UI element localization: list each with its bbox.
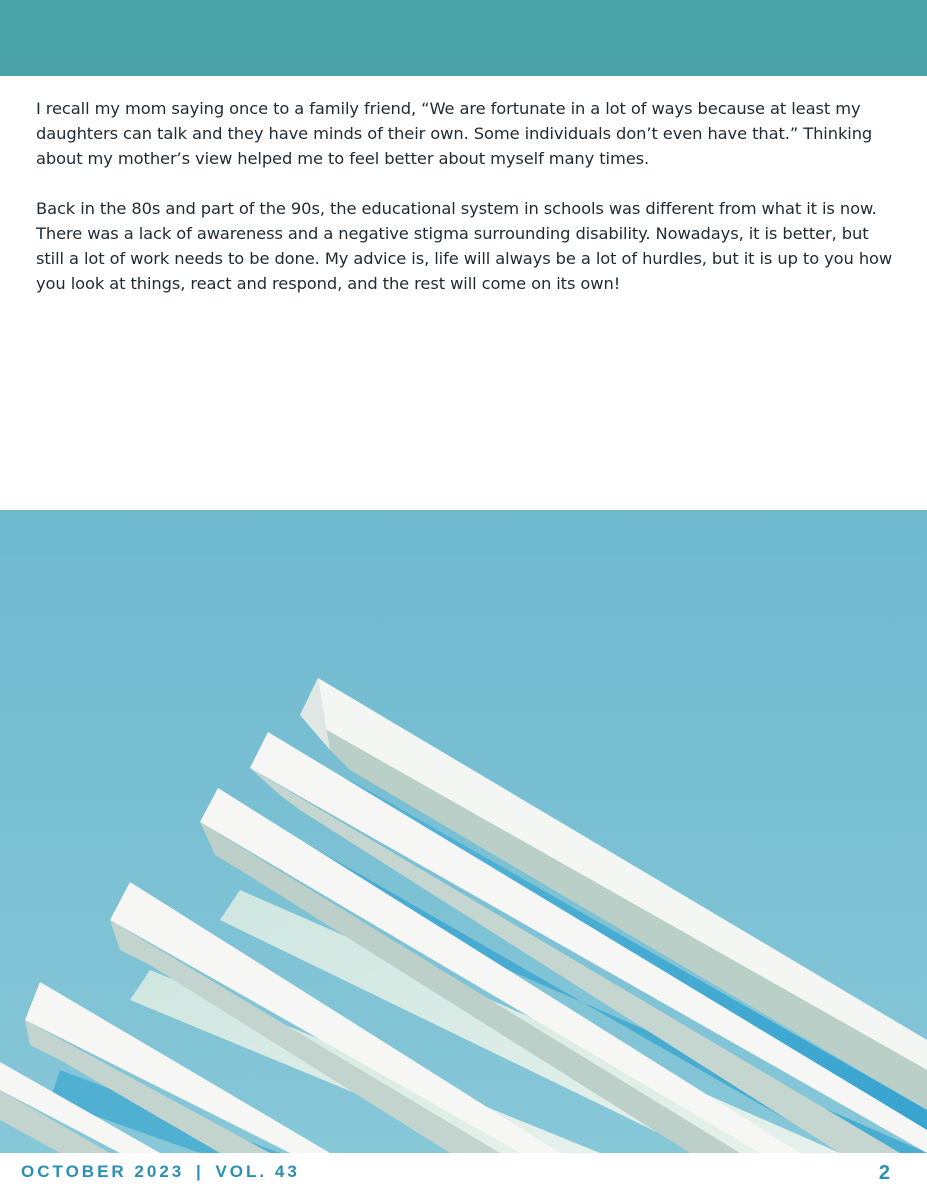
page-number: 2 [878, 1162, 890, 1184]
footer-issue-info [21, 1162, 300, 1182]
article-paragraph-1: I recall my mom saying once to a family friend, “We are fortunate in a lot of ways because at least my daughters can talk and they have minds of their own. Some individuals don’t even have that.” Thinking about my mother’s view helped me to feel better about myself many times. [36, 99, 873, 168]
article-body [36, 96, 896, 321]
article-paragraph-2: Back in the 80s and part of the 90s, the educational system in schools was different from what it is now. There was a lack of awareness and a negative stigma surrounding disability. Nowadays, it is better, but still a lot of work needs to be done. My advice is, life will always be a lot of hurdles, but it is up to you how you look at things, react and respond, and the rest will come on its own! [36, 199, 893, 293]
header-band [0, 0, 927, 76]
footer-separator: | [195, 1162, 204, 1181]
building-photo [0, 510, 927, 1153]
footer-volume: VOL. 43 [215, 1162, 300, 1181]
footer-issue-date: OCTOBER 2023 [21, 1162, 185, 1181]
